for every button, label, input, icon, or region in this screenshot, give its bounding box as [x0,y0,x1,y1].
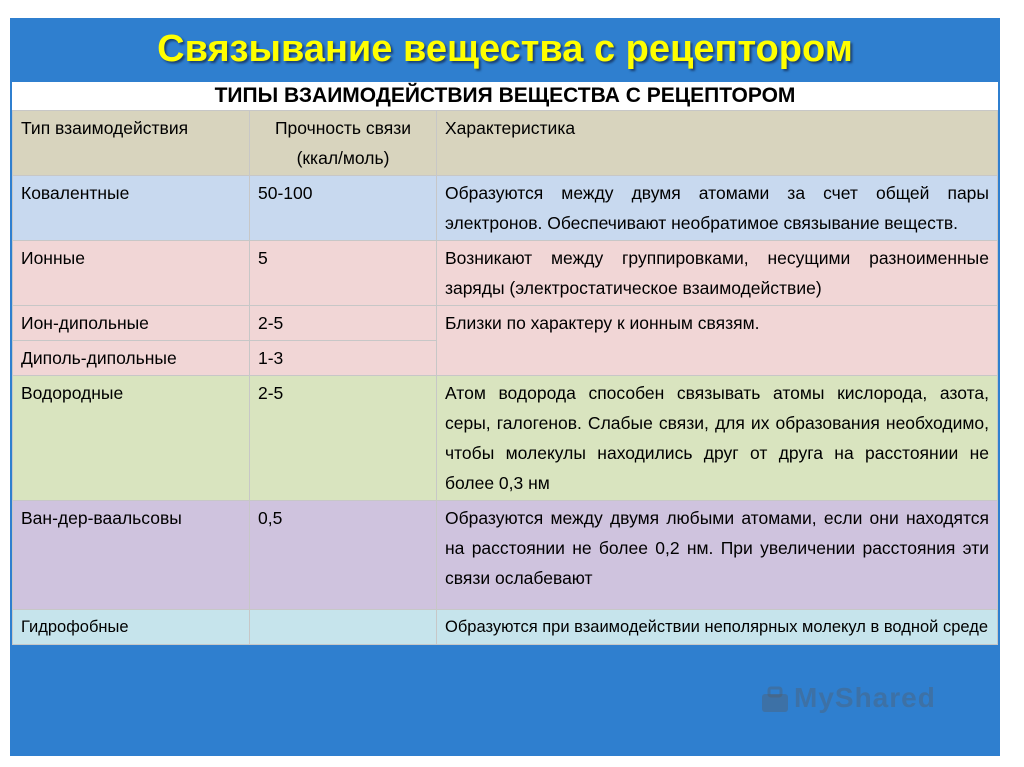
cell-strength: 50-100 [250,176,437,241]
header-strength-line2: (ккал/моль) [296,148,390,168]
cell-type: Ион-дипольные [13,306,250,341]
header-description: Характеристика [437,111,998,176]
table-row [13,176,998,241]
cell-description: Образуются между двумя атомами за счет общей пары электронов. Обеспечивают необратимое связывание веществ. [437,176,998,241]
cell-type: Ионные [13,241,250,306]
cell-description: Образуются между двумя любыми атомами, если они находятся на расстоянии не более 0,2 нм. При увеличении расстояния эти связи ослабевают [437,501,998,610]
cell-strength: 5 [250,241,437,306]
interaction-types-table [12,110,998,645]
watermark-logo-icon [760,686,790,714]
cell-strength [250,610,437,645]
watermark-text: MyShared [794,682,936,713]
slide-title: Связывание вещества с рецептором [157,28,853,70]
cell-description: Близки по характеру к ионным связям. [437,306,998,376]
cell-strength: 2-5 [250,306,437,341]
cell-strength: 2-5 [250,376,437,501]
header-strength [250,111,437,176]
header-type: Тип взаимодействия [13,111,250,176]
table-row [13,610,998,645]
cell-description: Образуются при взаимодействии неполярных молекул в водной среде [437,610,998,645]
table-row [13,376,998,501]
cell-strength: 1-3 [250,341,437,376]
cell-type: Диполь-дипольные [13,341,250,376]
cell-description: Атом водорода способен связывать атомы кислорода, азота, серы, галогенов. Слабые связи, для их образования необходимо, чтобы молекулы находились друг от друга на расстоянии не более 0,3 нм [437,376,998,501]
table-row [13,306,998,341]
cell-description: Возникают между группировками, несущими разноименные заряды (электростатическое взаимодействие) [437,241,998,306]
table-header-row [13,111,998,176]
cell-strength: 0,5 [250,501,437,610]
cell-type: Ван-дер-ваальсовы [13,501,250,610]
cell-type: Ковалентные [13,176,250,241]
table-subtitle: ТИПЫ ВЗАИМОДЕЙСТВИЯ ВЕЩЕСТВА С РЕЦЕПТОРОМ [214,84,796,107]
header-strength-line1: Прочность связи [274,118,412,138]
cell-type: Гидрофобные [13,610,250,645]
table-row [13,241,998,306]
cell-type: Водородные [13,376,250,501]
table-row [13,501,998,610]
